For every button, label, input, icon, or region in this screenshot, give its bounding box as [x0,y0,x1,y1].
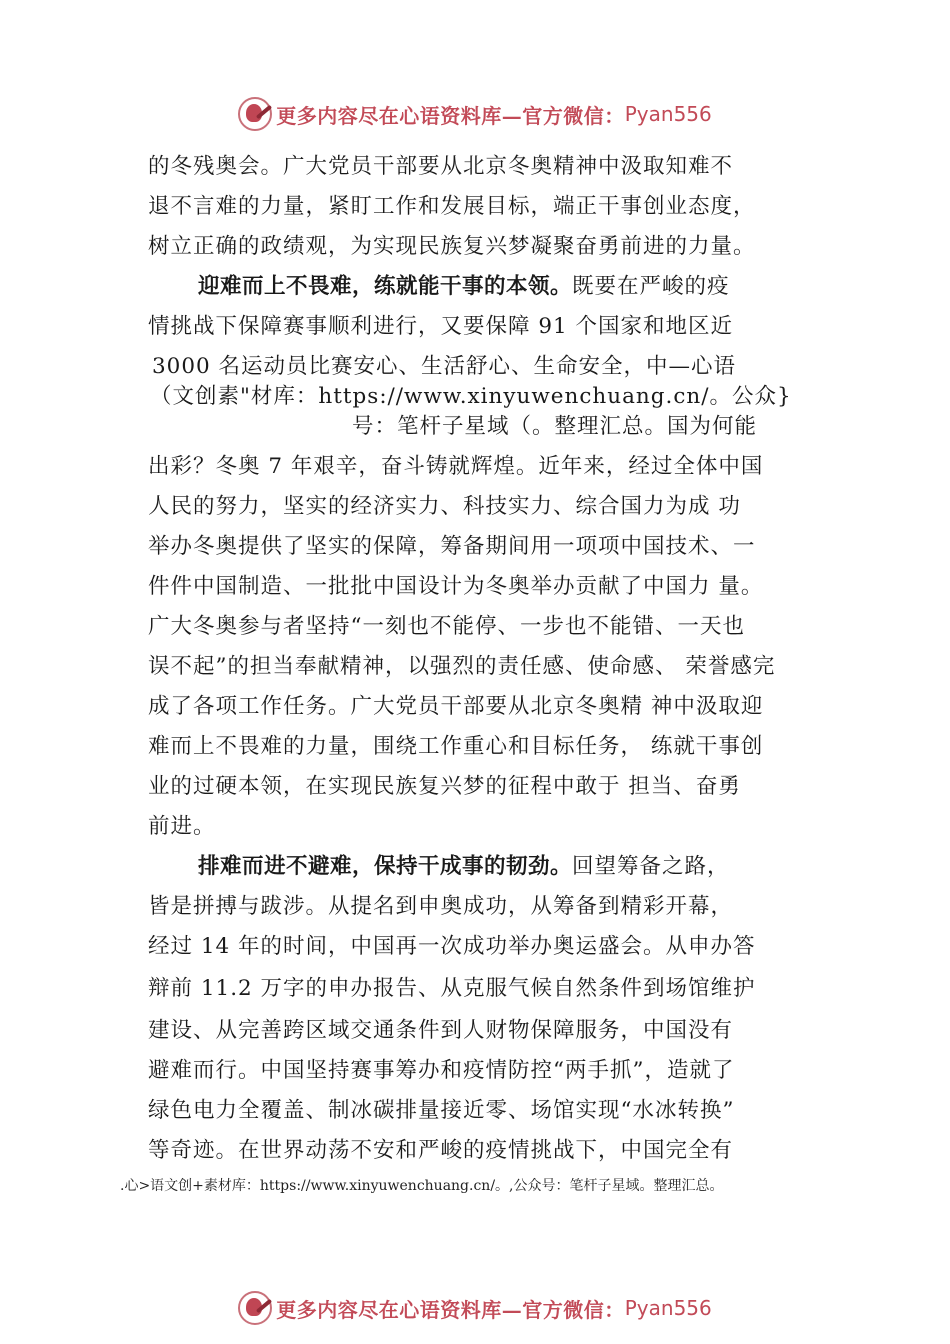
text-line: 辩前 11.2 万字的申办报告、从克服气候自然条件到场馆维护 [148,976,756,1001]
text-line: 业的过硬本领，在实现民族复兴梦的征程中敢于 担当、奋勇 [148,774,741,799]
text-line: 出彩？冬奥 7 年艰辛，奋斗铸就辉煌。近年来，经过全体中国 [148,454,764,479]
text-line: 经过 14 年的时间，中国再一次成功举办奥运盛会。从申办答 [148,934,756,959]
pen-logo-icon [238,1291,272,1325]
text-line: 皆是拼搏与跋涉。从提名到申奥成功，从筹备到精彩开幕， [148,894,734,919]
text-line: 情挑战下保障赛事顺利进行，又要保障 91 个国家和地区近 [148,314,734,339]
text-line: 等奇迹。在世界动荡不安和严峻的疫情挑战下，中国完全有 [148,1138,734,1163]
text-line: 件件中国制造、一批批中国设计为冬奥举办贡献了中国力 量。 [148,574,764,599]
header-banner-text: 更多内容尽在心语资料库—官方微信： [276,103,625,128]
text-line: 难而上不畏难的力量，围绕工作重心和目标任务， 练就干事创 [148,734,764,759]
text-line: 退不言难的力量，紧盯工作和发展目标，端正干事创业态度， [148,194,756,219]
text-line: 误不起”的担当奉献精神，以强烈的责任感、使命感、 荣誉感完 [148,654,776,679]
text-line [198,852,730,882]
pen-logo-icon [238,97,272,131]
footer-banner [0,1288,950,1328]
text-line: （文创素"材库：https://www.xinyuwenchuang.cn/。公众} [150,384,792,409]
text-line: 的冬残奥会。广大党员干部要从北京冬奥精神中汲取知难不 [148,154,734,179]
footer-banner-id: Pyan556 [624,1296,712,1320]
header-banner-id: Pyan556 [624,102,712,126]
section-heading: 排难而进不避难，保持干成事的韧劲。 [198,854,573,879]
text-line: 3000 名运动员比赛安心、生活舒心、生命安全，中—心语 [152,354,737,379]
paragraph-text: 回望筹备之路， [572,854,730,879]
text-line: 广大冬奥参与者坚持“一刻也不能停、一步也不能错、一天也 [148,614,745,639]
text-line: 人民的努力，坚实的经济实力、科技实力、综合国力为成 功 [148,494,741,519]
text-line: 建设、从完善跨区域交通条件到人财物保障服务，中国没有 [148,1018,734,1043]
text-line: 避难而行。中国坚持赛事筹办和疫情防控“两手抓”，造就了 [148,1058,735,1083]
text-line: 成了各项工作任务。广大党员干部要从北京冬奥精 神中汲取迎 [148,694,764,719]
text-line: 树立正确的政绩观，为实现民族复兴梦凝聚奋勇前进的力量。 [148,234,756,259]
footer-note: .心>语文创+素材库：https://www.xinyuwenchuang.cn/。,公众号：笔杆子星域。整理汇总。 [120,1178,724,1194]
text-line: 前进。 [148,814,216,839]
paragraph-text: 既要在严峻的疫 [572,274,730,299]
section-heading: 迎难而上不畏难，练就能干事的本领。 [198,274,573,299]
text-line: 举办冬奥提供了坚实的保障，筹备期间用一项项中国技术、一 [148,534,756,559]
text-line [198,272,730,302]
text-line: 绿色电力全覆盖、制冰碳排量接近零、场馆实现“水冰转换” [148,1098,735,1123]
header-banner [0,94,950,134]
footer-banner-text: 更多内容尽在心语资料库—官方微信： [276,1297,625,1322]
text-line: 号：笔杆子星域（。整理汇总。国为何能 [352,414,758,439]
